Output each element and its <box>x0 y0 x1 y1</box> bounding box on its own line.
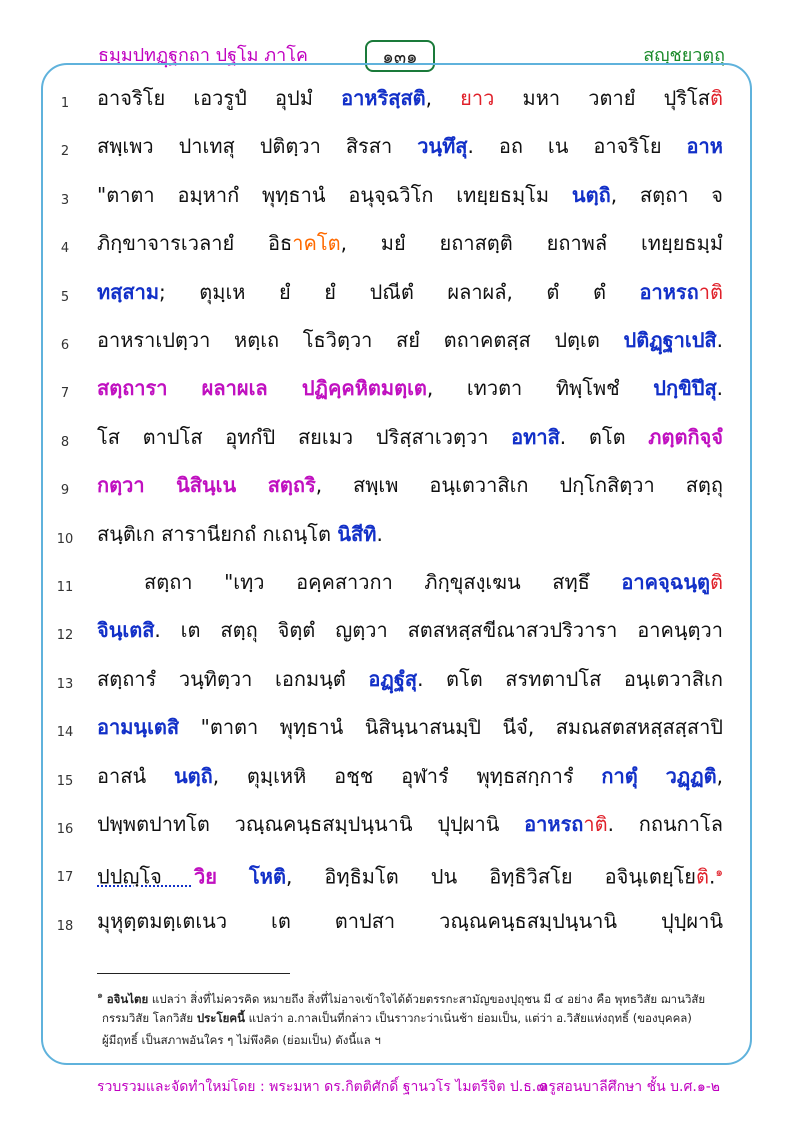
text-line <box>0 320 800 360</box>
text-line <box>0 756 800 796</box>
book-title: ธมฺมปทฏฺฐกถา ปฐโม ภาโค <box>98 45 308 66</box>
line-number: 15 <box>56 773 74 789</box>
text-segment: อาหรถ <box>524 812 584 836</box>
line-text <box>97 417 723 457</box>
line-text <box>144 562 723 602</box>
text-segment: ; ตุมฺเห ยํ ยํ ปณีตํ ผลาผลํ, ตํ ตํ <box>159 279 640 304</box>
text-segment: นตฺถิ <box>173 763 213 788</box>
text-segment: . กถนกาโล <box>607 812 723 836</box>
footnote-marker: ๑ <box>97 990 104 1001</box>
text-segment: สนฺติเก สารานียกถํ กเถนฺโต <box>97 521 338 546</box>
line-number: 17 <box>56 870 74 886</box>
text-segment: อาจริโย เอวรูปํ อุปมํ <box>97 86 342 110</box>
line-number: 6 <box>60 338 70 353</box>
footnote-text-1: แปลว่า สิ่งที่ไม่ควรคิด หมายถึง สิ่งที่ไม่อาจเข้าใจได้ด้วยตรรกะสามัญของปุถุชน มี ๔ อย่าง คือ พุทธวิสัย ฌานวิสัย <box>148 991 706 1006</box>
line-number: 4 <box>60 241 70 257</box>
text-segment: าติ <box>698 279 723 304</box>
line-number: 1 <box>60 96 70 111</box>
text-segment: , อิทฺธิมโต ปน อิทฺธิวิสโย อจินฺเตยฺโย <box>285 865 697 890</box>
story-title: สญฺชยวตฺถุ <box>643 45 725 66</box>
text-segment: . ตโต <box>559 424 649 449</box>
page-number: ๑๓๑ <box>365 40 435 72</box>
line-text <box>97 223 723 263</box>
text-line <box>0 126 800 166</box>
text-segment: . ตโต สรทตาปโส อนฺเตวาสิเก <box>417 666 724 691</box>
line-text <box>97 514 723 554</box>
line-number: 16 <box>56 822 74 837</box>
text-segment: ปกฺขิปึสุ <box>653 376 717 401</box>
footer-course: ครูสอนบาลีศึกษา ชั้น บ.ศ.๑-๒ <box>538 1079 720 1095</box>
text-line <box>0 417 800 457</box>
text-line <box>0 272 800 312</box>
text-segment: าติ <box>583 812 608 836</box>
text-segment: , สพฺเพ อนฺเตวาสิเก ปกฺโกสิตฺวา สตฺถุ <box>315 473 723 498</box>
line-text <box>97 126 723 166</box>
text-segment: อาหราเปตฺวา หตฺเถ โธวิตฺวา สยํ ตถาคตสฺส ปตฺเต <box>97 328 624 352</box>
text-segment: าคโต <box>292 231 341 256</box>
text-segment: . อถ เน อาจริโย <box>467 134 687 159</box>
text-segment: สตฺถารา ผลาผเล ปฏิคฺคหิตมตฺเต <box>97 376 427 401</box>
footer-compiler: รวบรวมและจัดทำใหม่โดย : พระมหา ดร.กิตติศักดิ์ ฐานวโร ไมตรีจิต ป.ธ.๗ <box>97 1079 547 1095</box>
text-segment: จินฺเตสิ <box>97 618 155 643</box>
text-line <box>0 514 800 554</box>
text-segment: . <box>709 865 716 890</box>
text-segment: ปพฺพตปาทโต วณฺณคนฺธสมฺปนฺนานิ ปุปฺผานิ <box>97 812 525 836</box>
text-line <box>0 465 800 505</box>
text-segment: โส ตาปโส อุทกํปิ สยเมว ปริสฺสาเวตฺวา <box>97 424 512 449</box>
line-number: 18 <box>56 918 74 934</box>
line-text <box>97 272 723 312</box>
text-segment: ปปญฺโจ <box>97 865 194 890</box>
line-text <box>97 707 723 747</box>
text-line <box>0 175 800 215</box>
text-segment: สตฺถารํ วนฺทิตฺวา เอกมนฺตํ <box>97 666 369 691</box>
line-number: 14 <box>56 725 74 741</box>
text-line <box>0 901 800 941</box>
text-segment: อทาสิ <box>511 424 560 449</box>
line-number: 9 <box>60 483 70 499</box>
line-text <box>97 610 723 650</box>
text-segment: ภิกฺขาจารเวลายํ อิธ <box>97 231 293 256</box>
text-segment: "ตาตา พุทฺธานํ นิสินฺนาสนมฺปิ นีจํ, สมณสตสหสฺสสฺสาปิ <box>179 715 723 740</box>
text-segment: อาหริสฺสติ <box>341 86 426 110</box>
text-line <box>0 852 800 892</box>
line-text <box>97 756 723 796</box>
footnote-term: อจินไตย <box>106 991 149 1006</box>
text-segment: . <box>716 328 723 352</box>
line-number: 11 <box>56 580 74 595</box>
line-number: 13 <box>56 676 74 692</box>
line-text <box>97 368 723 408</box>
footnote-ref: ๑ <box>715 865 724 880</box>
line-text <box>97 901 723 941</box>
line-text <box>97 659 723 699</box>
text-segment: ติ <box>696 865 710 890</box>
line-number: 3 <box>60 192 70 208</box>
text-segment: กตฺวา นิสินฺเน สตฺถริ <box>97 473 316 498</box>
text-segment: , เทวตา ทิพฺโพชํ <box>426 376 654 401</box>
footnote-line-3: ผู้มีฤทธิ์ เป็นสภาพอันใคร ๆ ไม่พึงคิด (ย่อมเป็น) ดังนี้แล ฯ <box>102 1033 381 1047</box>
text-segment: , <box>716 763 724 788</box>
text-segment: วฏฺฏติ <box>665 763 717 788</box>
text-segment: , มยํ ยถาสตฺติ ยถาพลํ เทยฺยธมฺมํ <box>340 231 724 256</box>
text-segment: , สตฺถา จ <box>610 182 723 207</box>
text-line <box>0 659 800 699</box>
text-line <box>0 368 800 408</box>
text-line <box>0 610 800 650</box>
text-segment: ทสฺสาม <box>97 279 160 304</box>
line-number: 5 <box>60 289 70 305</box>
text-segment: อาคจฺฉนฺตู <box>621 570 710 594</box>
footnote-rule <box>97 973 290 974</box>
line-text <box>97 852 723 897</box>
text-segment: อามนฺเตสิ <box>97 715 180 740</box>
footnote-line-1 <box>97 986 737 1009</box>
text-segment: สพฺเพว ปาเทสุ ปติตฺวา สิรสา <box>97 134 418 159</box>
text-segment: . เต สตฺถุ จิตฺตํ ญตฺวา สตสหสฺสขีณาสวปริวารา อาคนฺตฺวา <box>154 618 723 643</box>
text-segment: , ตุมฺเหหิ อชฺช อุฬารํ พุทฺธสกฺการํ <box>212 763 602 788</box>
text-segment: วิย <box>193 865 217 890</box>
text-segment: นตฺถิ <box>571 182 611 207</box>
text-segment: มุหุตฺตมตฺเตเนว เต ตาปสา วณฺณคนฺธสมฺปนฺนานิ ปุปฺผานิ <box>97 908 723 933</box>
line-text <box>97 78 723 118</box>
text-line <box>0 223 800 263</box>
text-line <box>0 804 800 844</box>
text-line <box>0 78 800 118</box>
text-segment: อาหรถ <box>639 279 699 304</box>
text-segment: ยาว <box>460 86 495 110</box>
line-text <box>97 320 723 360</box>
text-segment <box>217 865 249 889</box>
line-number: 8 <box>60 434 70 450</box>
line-text <box>97 175 723 215</box>
text-segment: . <box>716 376 724 401</box>
footnote-line-2 <box>102 1008 742 1028</box>
text-segment: อาห <box>686 134 723 159</box>
line-number: 7 <box>60 386 70 402</box>
text-line <box>0 707 800 747</box>
text-segment: ปติฏฺฐาเปสิ <box>623 328 717 352</box>
line-number: 2 <box>60 144 70 160</box>
text-segment: ติ <box>710 86 723 110</box>
text-segment: วนฺทึสุ <box>417 134 468 159</box>
text-segment: โหติ <box>249 865 286 890</box>
text-segment: สตฺถา "เทฺว อคฺคสาวกา ภิกฺขุสงฺเฆน สทฺธึ <box>144 570 622 594</box>
footnote-text-2a: กรรมวิสัย โลกวิสัย <box>102 1011 197 1025</box>
text-segment: ติ <box>710 570 723 594</box>
text-segment: อาสนํ <box>97 763 174 788</box>
line-number: 10 <box>56 531 74 547</box>
text-segment: กาตุํ <box>601 763 638 788</box>
line-text <box>97 804 723 844</box>
line-number: 12 <box>56 628 74 644</box>
text-segment: , <box>425 86 461 110</box>
text-line <box>0 562 800 602</box>
text-segment: อฏฺฐํสุ <box>368 666 418 691</box>
footnote-text-2b: แปลว่า อ.กาลเป็นที่กล่าว เป็นราวกะว่าเนิ่นช้า ย่อมเป็น, แต่ว่า อ.วิสัยแห่งฤทธิ์ (ของบุคคล) <box>244 1011 692 1025</box>
footnote-term-2: ประโยคนี้ <box>196 1011 245 1025</box>
text-segment: . <box>376 521 383 546</box>
text-segment: "ตาตา อมฺหากํ พุทฺธานํ อนุจฺฉวิโก เทยฺยธมฺโม <box>97 182 572 207</box>
text-segment: ภตฺตกิจฺจํ <box>648 424 723 449</box>
text-segment: นิสีทิ <box>337 521 377 546</box>
text-segment: มหา วตายํ ปุริโส <box>494 86 710 110</box>
line-text <box>97 465 723 505</box>
text-segment <box>638 764 666 788</box>
